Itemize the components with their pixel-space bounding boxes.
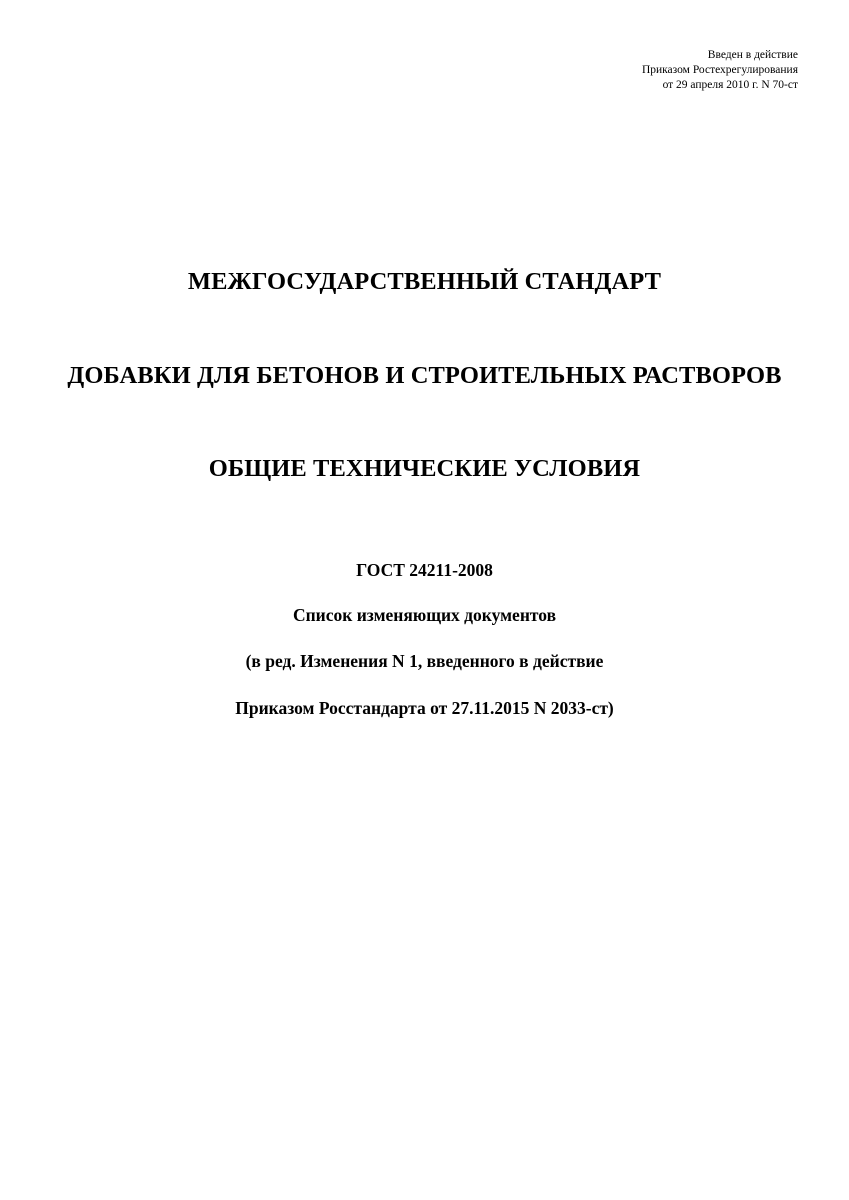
standard-designation: ГОСТ 24211-2008 xyxy=(356,560,493,580)
standard-type-heading: МЕЖГОСУДАРСТВЕННЫЙ СТАНДАРТ xyxy=(187,268,662,295)
amendments-line-1: (в ред. Изменения N 1, введенного в действие xyxy=(245,651,604,671)
amendments-line-2: Приказом Росстандарта от 27.11.2015 N 2033-ст) xyxy=(235,698,614,718)
enactment-note-line-1: Введен в действие xyxy=(707,49,798,61)
standard-name-heading: ДОБАВКИ ДЛЯ БЕТОНОВ И СТРОИТЕЛЬНЫХ РАСТВОРОВ xyxy=(67,362,782,389)
enactment-note-line-3: от 29 апреля 2010 г. N 70-ст xyxy=(662,79,798,91)
enactment-note xyxy=(642,48,798,93)
amendments-heading: Список изменяющих документов xyxy=(292,605,557,625)
standard-subtitle-heading: ОБЩИЕ ТЕХНИЧЕСКИЕ УСЛОВИЯ xyxy=(208,455,641,482)
enactment-note-line-2: Приказом Ростехрегулирования xyxy=(641,64,798,76)
